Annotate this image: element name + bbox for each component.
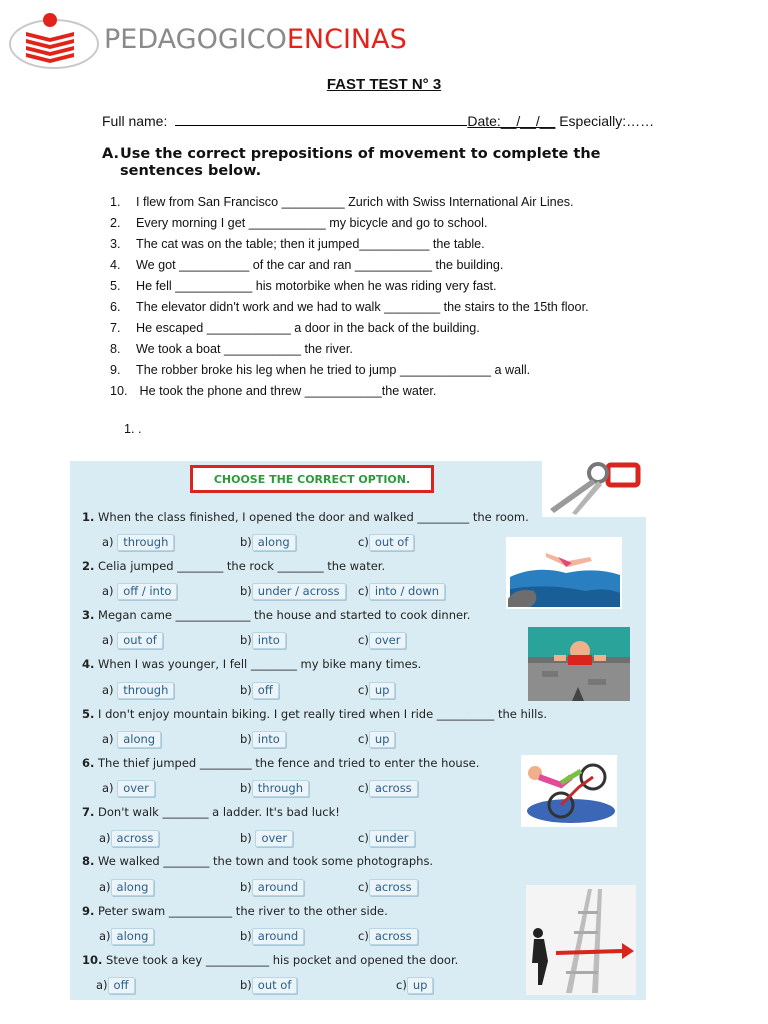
test-title: FAST TEST N° 3 [326, 76, 442, 93]
book-logo-icon [8, 10, 104, 74]
option-c[interactable]: c) across [358, 928, 418, 945]
option-b[interactable]: b) around [240, 879, 304, 896]
option-a[interactable]: a) out of [102, 632, 163, 649]
option-c[interactable]: c) up [358, 731, 395, 748]
question-4: 4. When I was younger, I fell ________ my bike many times. [82, 657, 422, 671]
option-c[interactable]: c) under [358, 830, 415, 847]
full-name-label: Full name: [102, 113, 168, 129]
option-b[interactable]: b) under / across [240, 583, 346, 600]
option-b[interactable]: b) into [240, 632, 286, 649]
brand-name-part2: ENCINAS [286, 24, 407, 55]
option-b[interactable]: b) off [240, 682, 279, 699]
question-1: 1. When the class finished, I opened the door and walked _________ the room. [82, 510, 529, 524]
man-behind-wall-icon [528, 627, 630, 701]
brand-logo [8, 10, 407, 74]
option-a[interactable]: a) along [99, 928, 154, 945]
stray-list-marker: 1. . [124, 422, 142, 436]
option-c[interactable]: c) up [358, 682, 395, 699]
list-item: 3. The cat was on the table; then it jumped__________ the table. [110, 237, 485, 251]
option-b[interactable]: b) along [240, 534, 296, 551]
option-c[interactable]: c) up [396, 977, 433, 994]
date-label: Date:__/__/__ [467, 113, 556, 129]
option-a[interactable]: a) along [99, 879, 154, 896]
option-c[interactable]: c) into / down [358, 583, 445, 600]
full-name-blank[interactable] [175, 113, 467, 126]
option-b[interactable]: b) out of [240, 977, 297, 994]
question-8: 8. We walked ________ the town and took some photographs. [82, 854, 434, 868]
option-a[interactable]: a) through [102, 534, 174, 551]
question-10: 10. Steve took a key ___________ his pocket and opened the door. [82, 953, 459, 967]
list-item: 8. We took a boat ___________ the river. [110, 342, 353, 356]
full-name-row [102, 113, 654, 129]
list-item: 4. We got __________ of the car and ran ___________ the building. [110, 258, 504, 272]
option-c[interactable]: c) across [358, 879, 418, 896]
list-item: 5. He fell ___________ his motorbike when he was riding very fast. [110, 279, 497, 293]
option-c[interactable]: c) over [358, 632, 406, 649]
list-item: 6. The elevator didn't work and we had to walk ________ the stairs to the 15th floor. [110, 300, 589, 314]
especially-label: Especially:…… [559, 113, 655, 129]
worksheet-panel [70, 461, 646, 1000]
question-9: 9. Peter swam ___________ the river to the other side. [82, 904, 388, 918]
option-c[interactable]: c) across [358, 780, 418, 797]
worksheet-title: CHOOSE THE CORRECT OPTION. [190, 465, 434, 493]
keys-icon [542, 461, 646, 517]
option-a[interactable]: a) through [102, 682, 174, 699]
diving-woman-icon [506, 537, 622, 609]
question-5: 5. I don't enjoy mountain biking. I get really tired when I ride __________ the hills. [82, 707, 548, 721]
brand-name [104, 24, 407, 55]
section-letter: A. [102, 146, 119, 162]
cyclist-falling-icon [521, 755, 617, 827]
option-a[interactable]: a) along [102, 731, 161, 748]
question-2: 2. Celia jumped ________ the rock ________ the water. [82, 559, 386, 573]
ladder-icon [526, 885, 636, 995]
option-b[interactable]: b) over [240, 830, 293, 847]
option-a[interactable]: a) off [96, 977, 135, 994]
sentence-list [110, 194, 589, 404]
option-b[interactable]: b) into [240, 731, 286, 748]
section-a-title [102, 146, 662, 180]
option-c[interactable]: c) out of [358, 534, 414, 551]
section-instructions: Use the correct prepositions of movement to complete the sentences below. [120, 146, 601, 179]
option-a[interactable]: a) over [102, 780, 155, 797]
list-item: 2. Every morning I get ___________ my bicycle and go to school. [110, 216, 488, 230]
option-b[interactable]: b) through [240, 780, 309, 797]
option-a[interactable]: a) off / into [102, 583, 177, 600]
list-item: 9. The robber broke his leg when he tried to jump _____________ a wall. [110, 363, 531, 377]
list-item: 7. He escaped ____________ a door in the back of the building. [110, 321, 480, 335]
brand-name-part1: PEDAGOGICO [104, 24, 287, 55]
question-6: 6. The thief jumped _________ the fence and tried to enter the house. [82, 756, 480, 770]
list-item: 1. I flew from San Francisco _________ Zurich with Swiss International Air Lines. [110, 195, 574, 209]
option-a[interactable]: a) across [99, 830, 159, 847]
question-3: 3. Megan came _____________ the house and started to cook dinner. [82, 608, 471, 622]
question-7: 7. Don't walk ________ a ladder. It's bad luck! [82, 805, 340, 819]
option-b[interactable]: b) around [240, 928, 304, 945]
list-item: 10. He took the phone and threw ___________the water. [110, 384, 437, 398]
